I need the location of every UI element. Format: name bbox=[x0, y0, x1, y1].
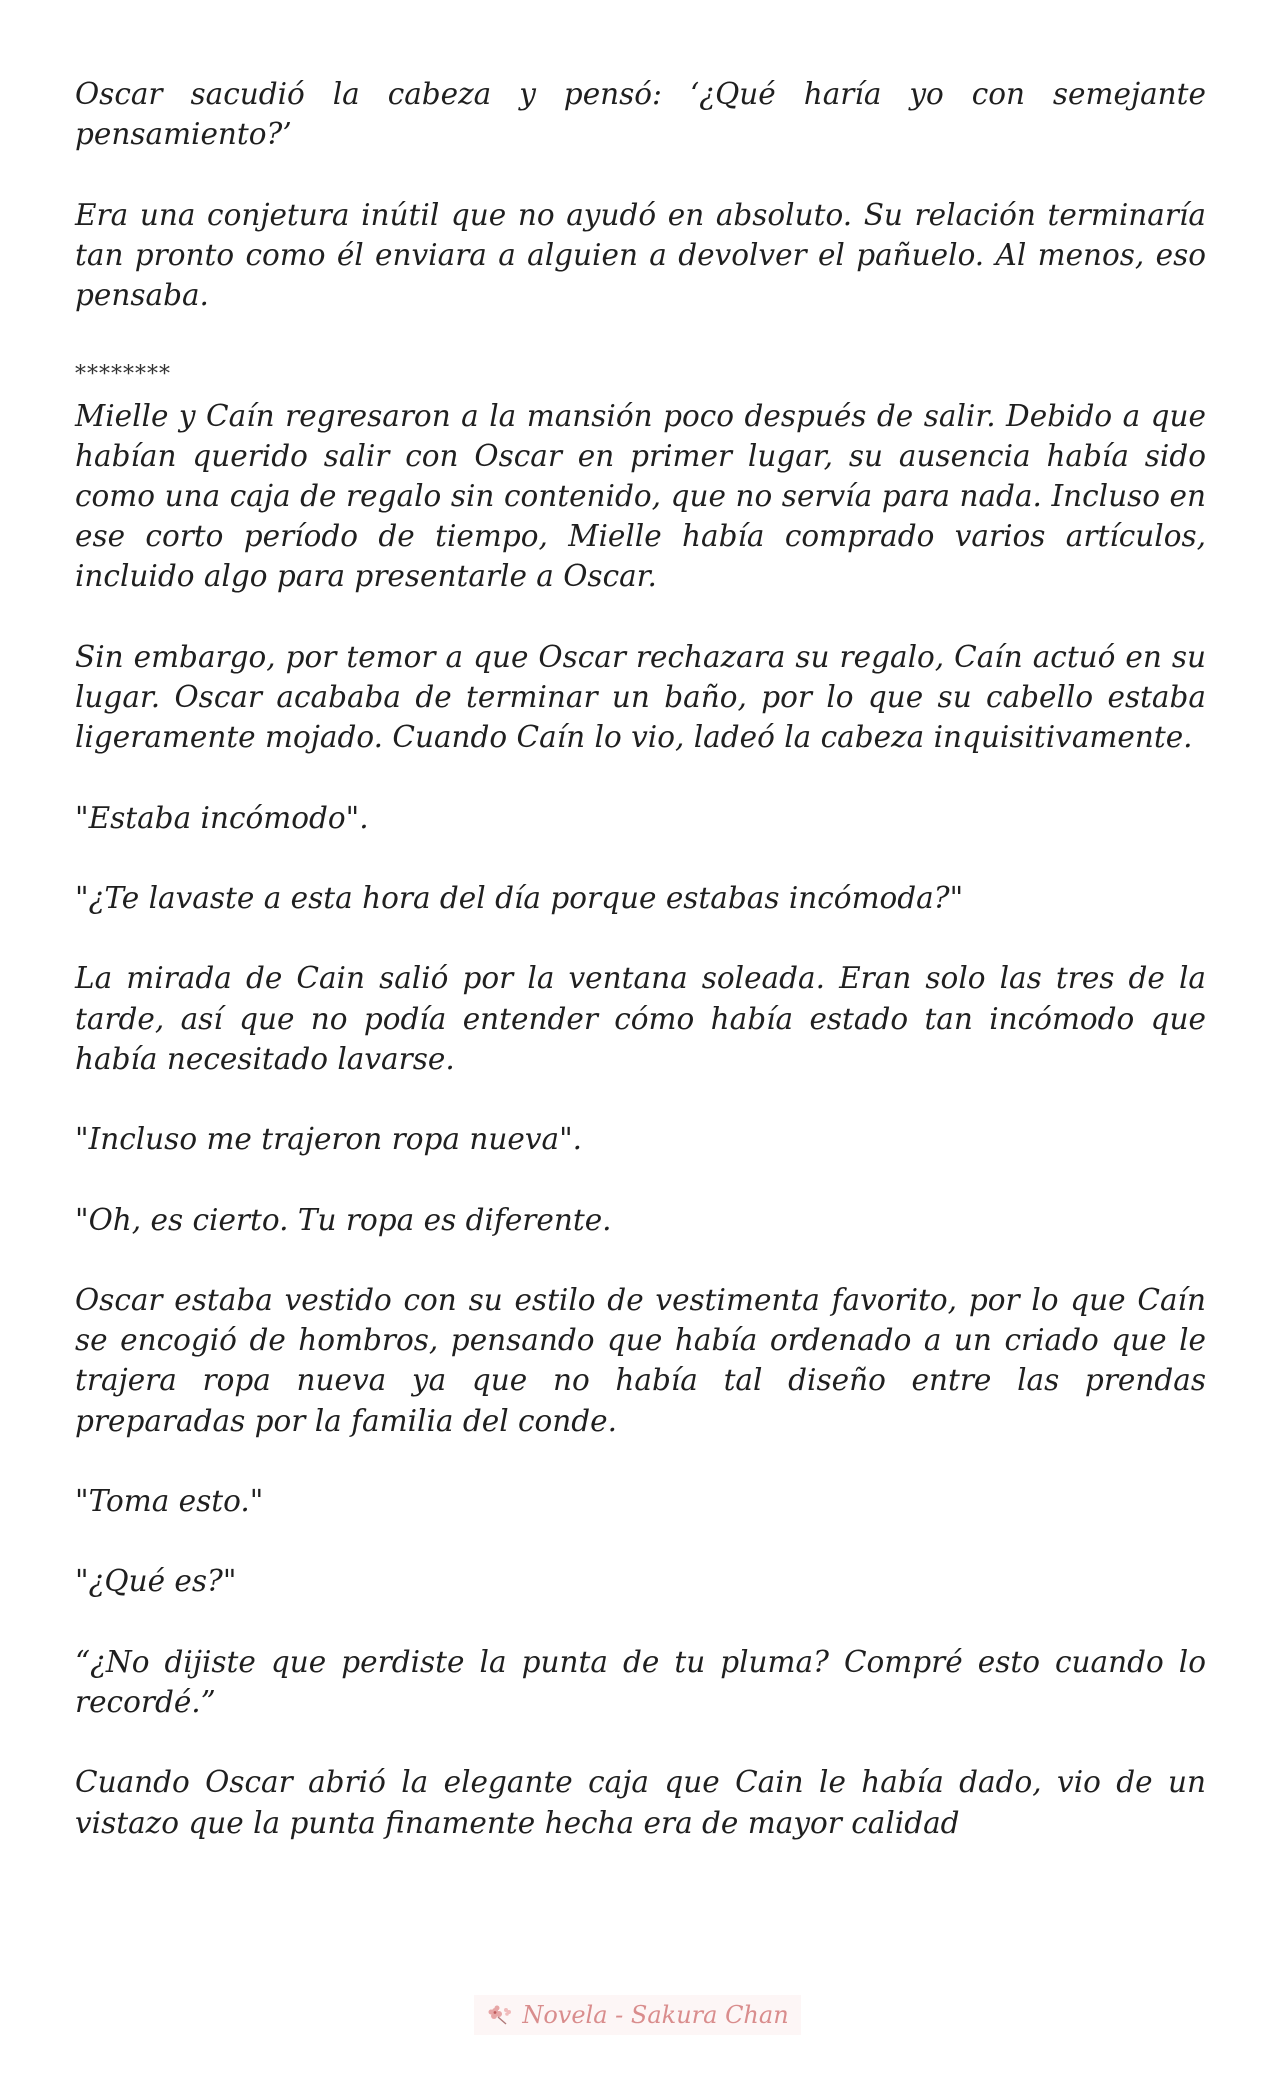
paragraph-5: La mirada de Cain salió por la ventana soleada. Eran solo las tres de la tarde, así que no podía entender cómo había estado tan incómodo que había necesitado lavarse. bbox=[75, 961, 1206, 1076]
paragraph-2: Era una conjetura inútil que no ayudó en absoluto. Su relación terminaría tan pronto como él enviara a alguien a devolver el pañuelo. Al menos, eso pensaba. bbox=[75, 197, 1206, 312]
watermark-text: Novela - Sakura Chan bbox=[522, 2001, 789, 2029]
dialogue-2: "¿Te lavaste a esta hora del día porque estabas incómoda?" bbox=[75, 880, 964, 915]
paragraph-4: Sin embargo, por temor a que Oscar rechazara su regalo, Caín actuó en su lugar. Oscar acababa de terminar un baño, por lo que su cabello estaba ligeramente mojado. Cuando Caín lo vio, ladeó la cabeza inquisitivamente. bbox=[75, 639, 1206, 755]
paragraph-6: Oscar estaba vestido con su estilo de vestimenta favorito, por lo que Caín se encogió de hombros, pensando que había ordenado a un criado que le trajera ropa nueva ya que no había tal diseño entre las prendas preparadas por la familia del conde. bbox=[75, 1282, 1206, 1438]
dialogue-4: "Oh, es cierto. Tu ropa es diferente. bbox=[75, 1202, 612, 1237]
dialogue-1: "Estaba incómodo". bbox=[75, 800, 369, 835]
dialogue-3: "Incluso me trajeron ropa nueva". bbox=[75, 1122, 583, 1157]
footer-watermark bbox=[0, 1995, 1275, 2035]
watermark-badge bbox=[474, 1995, 800, 2035]
dialogue-5: "Toma esto." bbox=[75, 1483, 264, 1518]
document-body bbox=[75, 74, 1206, 1843]
paragraph-1: Oscar sacudió la cabeza y pensó: ‘¿Qué haría yo con semejante pensamiento?’ bbox=[75, 77, 1206, 152]
cherry-blossom-icon bbox=[486, 2003, 514, 2027]
dialogue-6: "¿Qué es?" bbox=[75, 1564, 237, 1599]
paragraph-3: Mielle y Caín regresaron a la mansión poco después de salir. Debido a que habían querido salir con Oscar en primer lugar, su ausencia había sido como una caja de regalo sin contenido, que no servía para nada. Incluso en ese corto período de tiempo, Mielle había comprado varios artículos, incluido algo para presentarle a Oscar. bbox=[75, 398, 1206, 594]
paragraph-7: Cuando Oscar abrió la elegante caja que Cain le había dado, vio de un vistazo que la punta finamente hecha era de mayor calidad bbox=[75, 1765, 1206, 1840]
dialogue-7: “¿No dijiste que perdiste la punta de tu pluma? Compré esto cuando lo recordé.” bbox=[75, 1644, 1206, 1719]
scene-separator: ******** bbox=[75, 362, 171, 388]
